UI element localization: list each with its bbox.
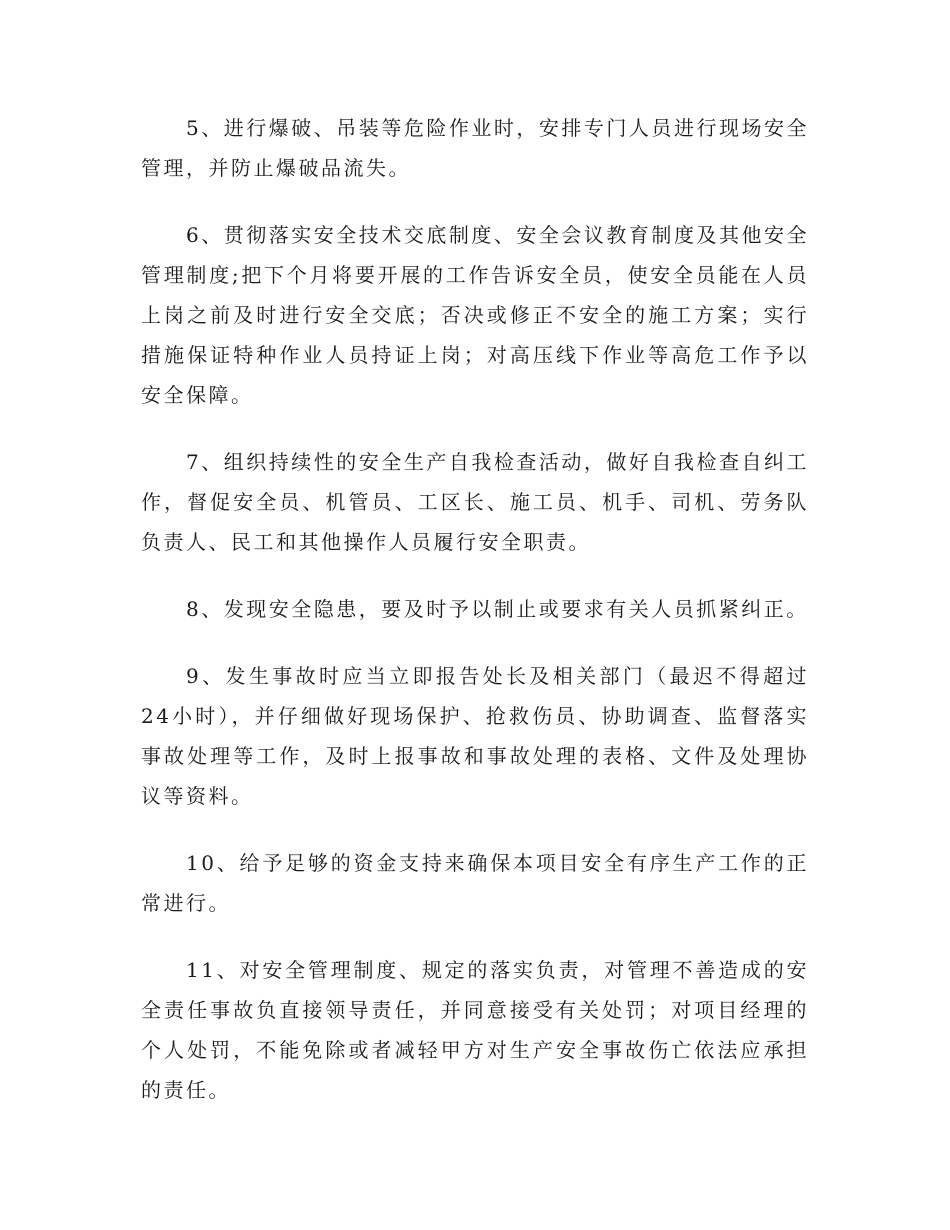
paragraph-item-10: 10、给予足够的资金支持来确保本项目安全有序生产工作的正常进行。 — [141, 851, 809, 915]
paragraph-item-7: 7、组织持续性的安全生产自我检查活动，做好自我检查自纠工作，督促安全员、机管员、工区长、施工员、机手、司机、劳务队负责人、民工和其他操作人员履行安全职责。 — [141, 450, 809, 554]
paragraph-item-9: 9、发生事故时应当立即报告处长及相关部门（最迟不得超过24小时），并仔细做好现场保护、抢救伤员、协助调查、监督落实事故处理等工作，及时上报事故和事故处理的表格、文件及处理协议等资料。 — [141, 664, 809, 808]
paragraph-item-8: 8、发现安全隐患，要及时予以制止或要求有关人员抓紧纠正。 — [186, 597, 809, 621]
paragraph-item-5: 5、进行爆破、吊装等危险作业时，安排专门人员进行现场安全管理，并防止爆破品流失。 — [141, 116, 809, 180]
paragraph-item-6: 6、贯彻落实安全技术交底制度、安全会议教育制度及其他安全管理制度;把下个月将要开展的工作告诉安全员，使安全员能在人员上岗之前及时进行安全交底；否决或修正不安全的施工方案；实行措施保证特种作业人员持证上岗；对高压线下作业等高危工作予以安全保障。 — [141, 223, 809, 407]
paragraph-item-11: 11、对安全管理制度、规定的落实负责，对管理不善造成的安全责任事故负直接领导责任，并同意接受有关处罚；对项目经理的个人处罚，不能免除或者减轻甲方对生产安全事故伤亡依法应承担的责任。 — [141, 958, 809, 1102]
document-body — [141, 108, 809, 1137]
